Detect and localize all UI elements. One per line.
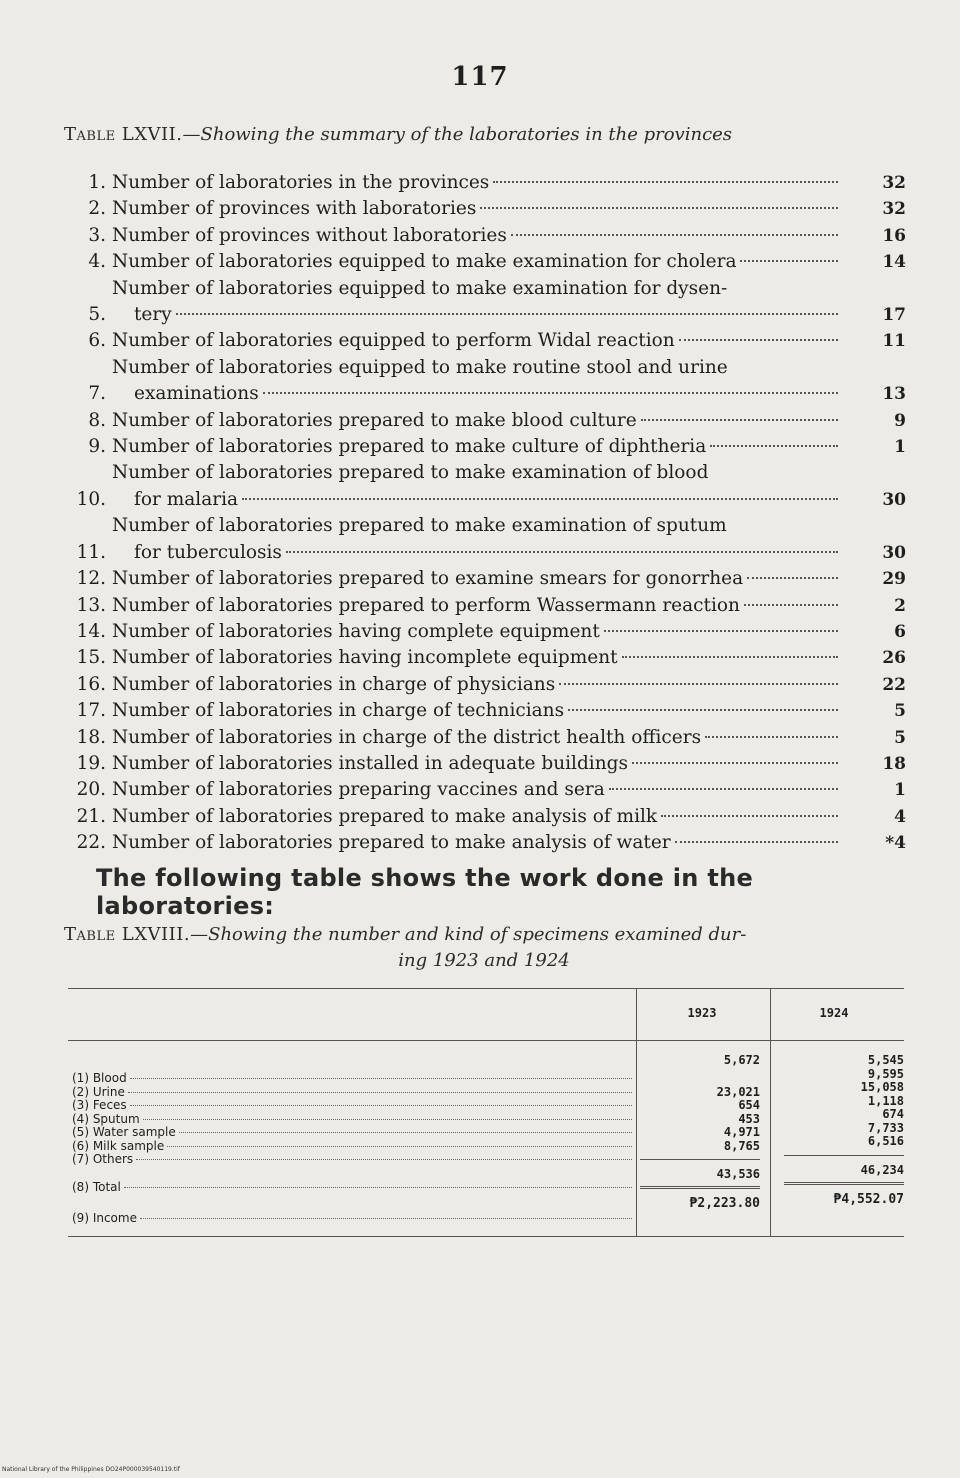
income-1924: ₱4,552.07 [833,1191,904,1207]
dot-leader [242,497,838,500]
summary-item [70,434,906,460]
summary-item-text: Number of laboratories in charge of the district health officers [112,726,702,748]
summary-item-text-block [106,698,868,724]
table-68-description-line2: ing 1923 and 1924 [398,950,570,971]
cell-1924: 15,058 [860,1080,904,1094]
income-row [72,1212,632,1226]
summary-item-text-block [106,513,868,566]
summary-item-text-block [106,355,868,408]
dot-leader [675,840,838,843]
summary-item-number: 3. [88,224,106,246]
work-done-sentence: The following table shows the work done in the laboratories: [96,864,754,920]
column-values-1923 [640,1054,760,1211]
summary-item-value: 17 [882,305,906,326]
dot-leader [622,655,838,658]
cell-1923: 654 [738,1098,760,1112]
summary-item [70,593,906,619]
summary-item-value: 6 [894,621,906,642]
total-row-label: (8) Total [72,1179,121,1194]
dot-leader [140,1218,632,1219]
summary-item [70,355,906,408]
table-67-summary-list [70,170,906,857]
specimen-row-label: (3) Feces [72,1098,127,1112]
summary-item-text: Number of laboratories prepared to make analysis of milk [112,805,658,827]
summary-item-text-block [106,328,868,354]
summary-item [70,249,906,275]
dot-leader [493,180,838,183]
summary-item [70,276,906,329]
summary-item-value: 2 [894,595,906,616]
summary-item-value: 32 [882,173,906,193]
summary-item-text: Number of laboratories prepared to make culture of diphtheria [112,436,707,458]
dot-leader [568,708,838,711]
summary-item-text-block [106,672,868,698]
dot-leader [286,550,838,553]
summary-item-number: 2. [88,198,106,220]
summary-item [70,725,906,751]
sum-rule [640,1159,760,1160]
specimen-row [72,1072,632,1086]
page-number: 117 [451,62,509,92]
summary-item-number: 18. [76,726,106,748]
summary-item-value: 14 [882,252,906,273]
summary-item [70,698,906,724]
summary-item [70,804,906,830]
summary-item [70,328,906,354]
column-header-1924: 1924 [819,1006,849,1020]
table-68-description-line1: —Showing the number and kind of specimens examined dur- [190,924,747,945]
summary-item-value: 30 [882,542,906,563]
summary-item [70,830,906,856]
summary-item-number: 5. [88,304,106,326]
summary-item-value: 26 [882,648,906,669]
specimen-row-label: (2) Urine [72,1084,125,1099]
summary-item-text: Number of laboratories equipped to make routine stool and urine [112,356,728,378]
cell-1924: 1,118 [867,1093,904,1108]
summary-item-text-block [106,196,868,222]
summary-item-number: 7. [88,383,106,405]
specimen-row [72,1126,632,1140]
cell-1923: 23,021 [716,1084,760,1099]
total-1924: 46,234 [860,1162,904,1177]
table-68-caption [64,922,904,974]
table-67-description: —Showing the summary of the laboratories in the provinces [182,124,733,145]
cell-1924: 5,545 [867,1053,904,1067]
summary-item-number: 17. [76,700,106,722]
summary-item-text: Number of laboratories having complete equipment [112,620,600,642]
dot-leader [609,787,838,790]
summary-item-text-block [106,460,868,513]
summary-item-text: Number of laboratories prepared to examine smears for gonorrhea [112,568,744,590]
dot-leader [128,1092,632,1093]
specimen-row [72,1086,632,1100]
summary-item-number: 20. [76,779,106,801]
summary-item-text: Number of provinces with laboratories [112,198,477,220]
summary-item [70,619,906,645]
summary-item-text-block [106,408,868,434]
summary-item-number: 21. [76,805,106,827]
summary-item-text-block [106,223,868,249]
dot-leader [641,418,838,421]
summary-item-text-block [106,725,868,751]
summary-item-number: 10. [76,488,106,510]
summary-item-text: Number of laboratories equipped to make examination for cholera [112,251,737,273]
summary-item-text: Number of laboratories in the provinces [112,172,490,193]
summary-item [70,223,906,249]
specimen-row-label: (7) Others [72,1152,134,1166]
dot-leader [661,814,838,817]
summary-item-text-continued: tery [134,304,172,326]
summary-item-number: 8. [88,409,106,431]
dot-leader [130,1078,632,1079]
dot-leader [747,576,838,579]
dot-leader [263,391,838,394]
specimen-row [72,1099,632,1113]
column-divider [636,988,637,1236]
dot-leader [179,1132,632,1133]
summary-item-number: 14. [76,620,106,642]
summary-item-text-continued: examinations [134,383,259,405]
column-values-1924 [784,1054,904,1206]
table-67-caption [64,124,904,145]
sum-rule [784,1182,904,1185]
column-divider [770,988,771,1236]
summary-item [70,170,906,196]
summary-item-text-block [106,645,868,671]
summary-item-text: Number of laboratories in charge of physicians [112,673,556,695]
summary-item-number: 11. [76,541,106,563]
total-row [72,1181,632,1195]
table-68-label: Table LXVIII. [64,924,191,945]
sum-rule [784,1155,904,1156]
summary-item-text: Number of laboratories prepared to make examination of sputum [112,515,727,537]
summary-item-value: 13 [882,384,906,405]
summary-item-text: Number of laboratories prepared to make analysis of water [112,832,671,854]
summary-item-text-block [106,170,868,196]
specimen-row [72,1153,632,1167]
summary-item-value: 30 [882,489,906,510]
cell-1924: 6,516 [867,1134,904,1148]
dot-leader [124,1187,632,1188]
cell-1923: 5,672 [723,1053,760,1067]
summary-item-text-block [106,276,868,329]
summary-item [70,777,906,803]
table-rule-top [68,988,904,989]
dot-leader [480,206,838,209]
income-row-label: (9) Income [72,1211,137,1225]
dot-leader [705,735,838,738]
summary-item-text-block [106,777,868,803]
summary-item-number: 15. [76,647,106,669]
summary-item-number: 19. [76,752,106,774]
summary-item-number: 9. [88,436,106,458]
column-header-1923: 1923 [687,1006,717,1020]
cell-1923: 4,971 [723,1125,760,1139]
summary-item-value: 1 [894,437,906,458]
summary-item [70,672,906,698]
table-rule-header [68,1040,904,1041]
summary-item-text: Number of laboratories prepared to perform Wassermann reaction [112,594,740,616]
summary-item-number: 6. [88,330,106,352]
specimen-row [72,1140,632,1154]
dot-leader [632,761,838,764]
summary-item-text-continued: for tuberculosis [134,541,282,563]
summary-item-text: Number of laboratories preparing vaccines and sera [112,779,605,801]
dot-leader [136,1159,632,1160]
summary-item-value: 29 [882,569,906,590]
dot-leader [679,338,838,341]
specimen-row-label: (4) Sputum [72,1111,140,1126]
table-rule-bottom [68,1236,904,1237]
summary-item-text: Number of laboratories equipped to perform Widal reaction [112,330,675,352]
summary-item-text: Number of laboratories equipped to make examination for dysen- [112,277,728,299]
summary-item-value: 16 [882,225,906,246]
summary-item-text-continued: for malaria [134,488,239,510]
dot-leader [143,1119,632,1120]
summary-item-number: 4. [88,251,106,273]
sum-rule [640,1186,760,1189]
table-67-label: Table LXVII. [64,124,183,145]
cell-1924: 674 [882,1107,904,1121]
summary-item [70,460,906,513]
summary-item-text-block [106,249,868,275]
summary-item-number: 12. [76,568,106,590]
summary-item-value: *4 [885,833,906,854]
summary-item-number: 13. [76,594,106,616]
cell-1924: 7,733 [867,1120,904,1135]
specimen-row-label: (5) Water sample [72,1125,176,1139]
dot-leader [604,629,838,632]
summary-item-text: Number of laboratories prepared to make examination of blood [112,462,709,484]
summary-item-text: Number of provinces without laboratories [112,224,507,246]
dot-leader [740,259,838,262]
summary-item-text-block [106,804,868,830]
summary-item-value: 5 [894,701,906,722]
summary-item-value: 18 [882,753,906,774]
summary-item-text-block [106,566,868,592]
dot-leader [130,1105,632,1106]
summary-item [70,751,906,777]
summary-item-text: Number of laboratories in charge of technicians [112,700,565,722]
summary-item-text-block [106,619,868,645]
income-1923: ₱2,223.80 [689,1196,760,1211]
summary-item-text: Number of laboratories prepared to make blood culture [112,409,637,431]
specimen-row-label: (6) Milk sample [72,1138,165,1153]
total-1923: 43,536 [716,1167,760,1181]
footer-credit: National Library of the Philippines DO24P000039540119.tif [2,1466,180,1473]
summary-item-text-block [106,830,868,856]
summary-item-value: 11 [882,331,906,352]
summary-item-text: Number of laboratories installed in adequate buildings [112,752,628,774]
summary-item-value: 4 [894,806,906,827]
dot-leader [167,1146,632,1147]
summary-item-text-block [106,751,868,777]
summary-item-value: 22 [882,674,906,695]
dot-leader [511,233,838,236]
summary-item [70,566,906,592]
summary-item-value: 32 [882,199,906,220]
specimen-row-label: (1) Blood [72,1071,127,1085]
specimen-row-labels [72,1072,632,1226]
specimen-row [72,1113,632,1127]
dot-leader [710,444,838,447]
cell-1924: 9,595 [867,1066,904,1081]
summary-item [70,408,906,434]
dot-leader [559,682,838,685]
summary-item [70,196,906,222]
summary-item-text-block [106,434,868,460]
dot-leader [176,312,838,315]
summary-item-number: 22. [76,832,106,854]
summary-item-text-block [106,593,868,619]
cell-1923: 453 [738,1111,760,1126]
summary-item [70,513,906,566]
summary-item-value: 5 [894,727,906,748]
summary-item-text: Number of laboratories having incomplete equipment [112,647,618,669]
summary-item [70,645,906,671]
dot-leader [744,603,838,606]
summary-item-number: 1. [88,172,106,193]
summary-item-value: 1 [894,780,906,801]
summary-item-number: 16. [76,673,106,695]
cell-1923: 8,765 [723,1138,760,1153]
summary-item-value: 9 [894,410,906,431]
